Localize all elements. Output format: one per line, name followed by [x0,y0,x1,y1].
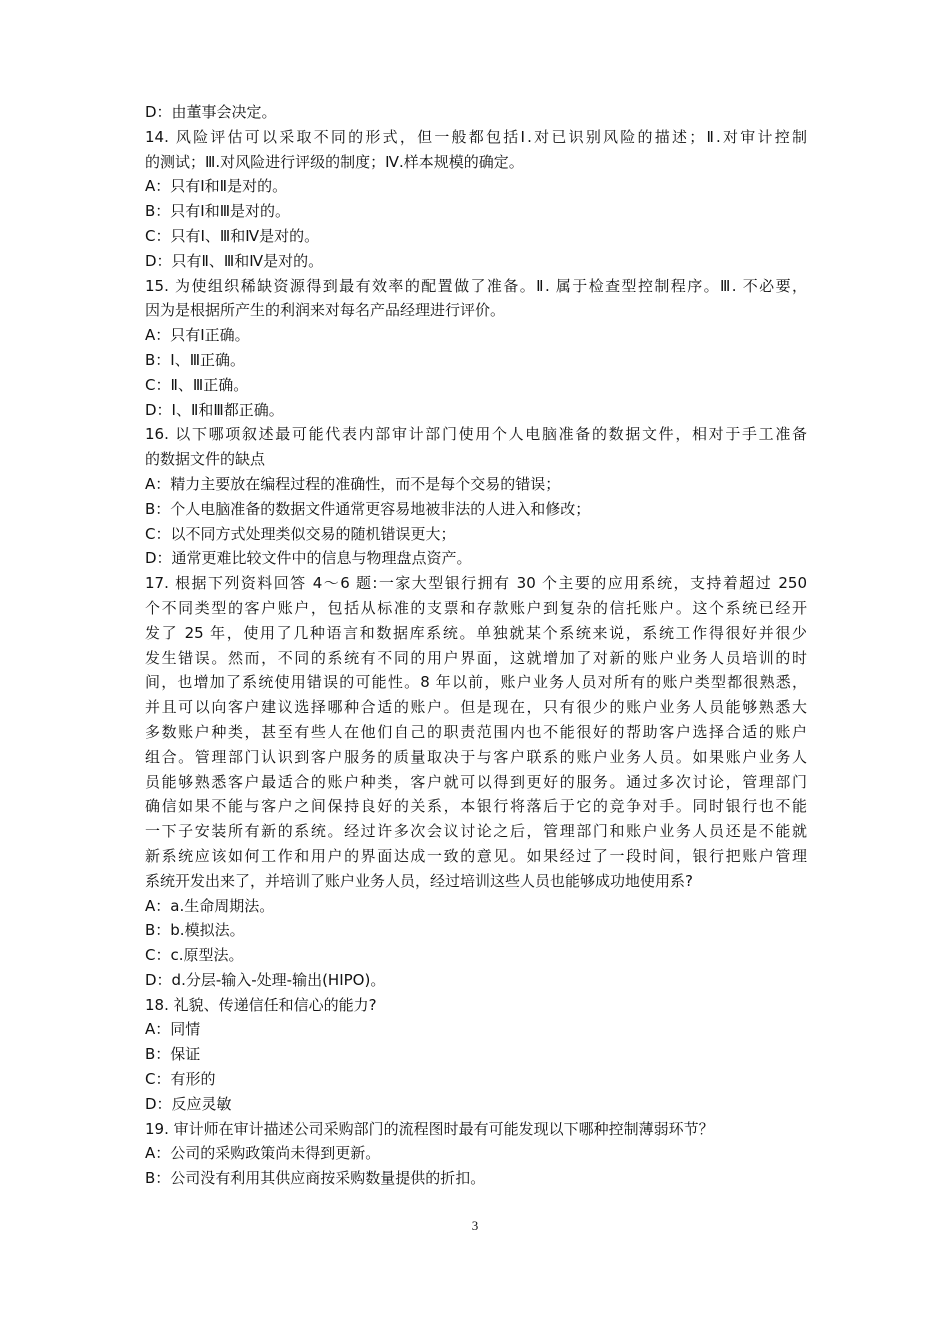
text-line: 17. 根据下列资料回答 4～6 题:一家大型银行拥有 30 个主要的应用系统，支持着超过 250 [145,574,807,593]
text-line: 多数账户种类，甚至有些人在他们自己的职责范围内也不能很好的帮助客户选择合适的账户 [145,722,807,741]
text-line: 的测试；Ⅲ.对风险进行评级的制度；Ⅳ.样本规模的确定。 [145,152,524,171]
text-line: B：b.模拟法。 [145,921,245,940]
text-line: 14. 风险评估可以采取不同的形式，但一般都包括Ⅰ.对已识别风险的描述；Ⅱ.对审计控制 [145,127,807,146]
text-line: 一下子安装所有新的系统。经过许多次会议讨论之后，管理部门和账户业务人员还是不能就 [145,822,807,841]
text-line: 15. 为使组织稀缺资源得到最有效率的配置做了准备。Ⅱ. 属于检查型控制程序。Ⅲ. 不必要， [145,276,807,295]
text-line: 并且可以向客户建议选择哪种合适的账户。但是现在，只有很少的账户业务人员能够熟悉大 [145,698,807,717]
text-line: 16. 以下哪项叙述最可能代表内部审计部门使用个人电脑准备的数据文件，相对于手工准备 [145,425,807,444]
text-line: A：a.生命周期法。 [145,896,275,915]
page-number: 3 [471,1218,479,1233]
text-line: C：c.原型法。 [145,946,244,965]
text-line: D：由董事会决定。 [145,103,277,121]
text-line: B：只有Ⅰ和Ⅲ是对的。 [145,202,291,221]
text-line: D：通常更难比较文件中的信息与物理盘点资产。 [145,549,472,568]
text-line: C：有形的 [145,1070,216,1089]
text-line: 18. 礼貌、传递信任和信心的能力? [145,995,377,1014]
text-line: 员能够熟悉客户最适合的账户种类，客户就可以得到更好的服务。通过多次讨论，管理部门 [145,772,807,791]
text-line: B：保证 [145,1045,201,1064]
text-line: B：Ⅰ、Ⅲ正确。 [145,350,246,369]
text-line: 间，也增加了系统使用错误的可能性。8 年以前，账户业务人员对所有的账户类型都很熟悉， [145,673,807,692]
text-line: 组合。管理部门认识到客户服务的质量取决于与客户联系的账户业务人员。如果账户业务人 [145,747,807,766]
text-line: 系统开发出来了，并培训了账户业务人员，经过培训这些人员也能够成功地使用系? [145,871,693,890]
text-line: 的数据文件的缺点 [145,450,266,469]
text-line: D：d.分层-输入-处理-输出(HIPO)。 [145,970,386,989]
text-line: 发了 25 年，使用了几种语言和数据库系统。单独就某个系统来说，系统工作得很好并很少 [145,623,807,642]
text-line: D：Ⅰ、Ⅱ和Ⅲ都正确。 [145,400,284,419]
text-line: C：Ⅱ、Ⅲ正确。 [145,375,249,394]
text-line: 因为是根据所产生的利润来对每名产品经理进行评价。 [145,301,506,320]
document-body [145,100,807,1191]
text-line: A：只有Ⅰ和Ⅱ是对的。 [145,177,288,196]
text-line: 个不同类型的客户账户，包括从标准的支票和存款账户到复杂的信托账户。这个系统已经开 [145,598,807,617]
text-line: 新系统应该如何工作和用户的界面达成一致的意见。如果经过了一段时间，银行把账户管理 [145,846,807,865]
text-line: D：反应灵敏 [145,1094,232,1113]
text-line: A：精力主要放在编程过程的准确性，而不是每个交易的错误； [145,474,561,493]
text-line: C：只有Ⅰ、Ⅲ和Ⅳ是对的。 [145,226,320,245]
text-line: A：只有Ⅰ正确。 [145,326,250,345]
text-line: B：公司没有利用其供应商按采购数量提供的折扣。 [145,1169,486,1188]
text-line: 确信如果不能与客户之间保持良好的关系，本银行将落后于它的竞争对手。同时银行也不能 [145,797,807,816]
text-line: 发生错误。然而，不同的系统有不同的用户界面，这就增加了对新的账户业务人员培训的时 [145,648,807,667]
text-line: D：只有Ⅱ、Ⅲ和Ⅳ是对的。 [145,251,324,270]
text-line: A：同情 [145,1020,201,1039]
text-line: C：以不同方式处理类似交易的随机错误更大； [145,524,456,543]
text-line: 19. 审计师在审计描述公司采购部门的流程图时最有可能发现以下哪种控制薄弱环节？ [145,1119,714,1138]
text-line: A：公司的采购政策尚未得到更新。 [145,1144,381,1163]
text-line: B：个人电脑准备的数据文件通常更容易地被非法的人进入和修改； [145,499,591,518]
